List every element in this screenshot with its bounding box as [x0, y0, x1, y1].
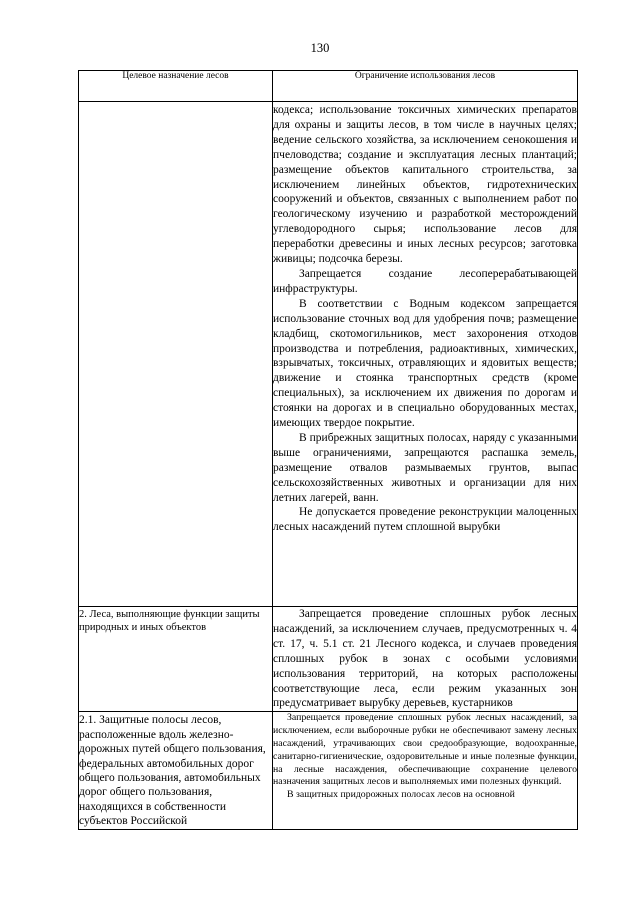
table-row: [79, 102, 578, 607]
table-header-row: [79, 71, 578, 102]
table-row: [79, 607, 578, 712]
table-cell-purpose: 2.1. Защитные полосы лесов, расположенные вдоль железно-дорожных путей общего пользования, федеральных автомобильных дорог общего пользования, автомобильных дорог общего пользования, находящихся в собственности субъектов Российской: [79, 714, 266, 828]
header-usage-restrictions: Ограничение использования лесов: [273, 71, 578, 102]
forest-restrictions-table: [78, 70, 578, 830]
table-cell-restrictions: [273, 102, 578, 607]
table-cell-restrictions: [273, 607, 578, 712]
restriction-paragraph: Запрещается проведение сплошных рубок лесных насаждений, за исключением, если выборочные рубки не обеспечивают замену лесных насаждений, утрачивающих свои средообразующие, водоохранные, санитарно-гигиенические, оздоровительные и иные полезные функции, на лесные насаждения, обеспечивающие сохранение целевого назначения защитных лесов и выполняемых ими полезных функций.: [273, 712, 577, 788]
header-forest-purpose: Целевое назначение лесов: [79, 71, 273, 102]
restriction-paragraph: кодекса; использование токсичных химических препаратов для охраны и защиты лесов, в том числе в научных целях; ведение сельского хозяйства, за исключением сенокошения и пчеловодства; создание и эксплуатация лесных плантаций; размещение объектов капитального строительства, за исключением линейных объектов, гидротехнических сооружений и объектов, связанных с выполнением работ по геологическому изучению и разработкой месторождений углеводородного сырья; использование лесов для переработки древесины и иных лесных ресурсов; заготовка живицы; подсочка березы.: [273, 104, 577, 266]
page-number: 130: [310, 41, 330, 55]
restriction-paragraph: Запрещается проведение сплошных рубок лесных насаждений, за исключением случаев, предусмотренных ч. 4 ст. 17, ч. 5.1 ст. 21 Лесного кодекса, и случаев проведения сплошных рубок в зонах с особыми условиями использования территорий, на которых расположены соответствующие леса, если режим указанных зон предусматривает вырубку деревьев, кустарников: [273, 608, 577, 710]
table-row: [79, 712, 578, 829]
table-cell-purpose: [79, 102, 273, 607]
restriction-paragraph: В соответствии с Водным кодексом запрещается использование сточных вод для удобрения почв; размещение кладбищ, скотомогильников, мест захоронения отходов производства и потребления, радиоактивных, химических, взрывчатых, токсичных, отравляющих и ядовитых веществ; движение и стоянка транспортных средств (кроме специальных), за исключением их движения по дорогам и стоянки на дорогах и в специально оборудованных местах, имеющих твердое покрытие.: [273, 297, 577, 430]
restriction-paragraph: В защитных придорожных полосах лесов на основной: [287, 789, 515, 801]
restriction-paragraph: В прибрежных защитных полосах, наряду с указанными выше ограничениями, запрещаются распашка земель, размещение отвалов размываемых грунтов, выпас сельскохозяйственных животных и организации для них летних лагерей, ванн.: [273, 431, 577, 504]
table-cell-purpose: 2. Леса, выполняющие функции защиты природных и иных объектов: [79, 609, 260, 633]
restriction-paragraph: Не допускается проведение реконструкции малоценных лесных насаждений путем сплошной вырубки: [273, 506, 577, 534]
restriction-paragraph: Запрещается создание лесоперерабатывающей инфраструктуры.: [273, 267, 577, 295]
table-cell-restrictions: [273, 712, 578, 829]
